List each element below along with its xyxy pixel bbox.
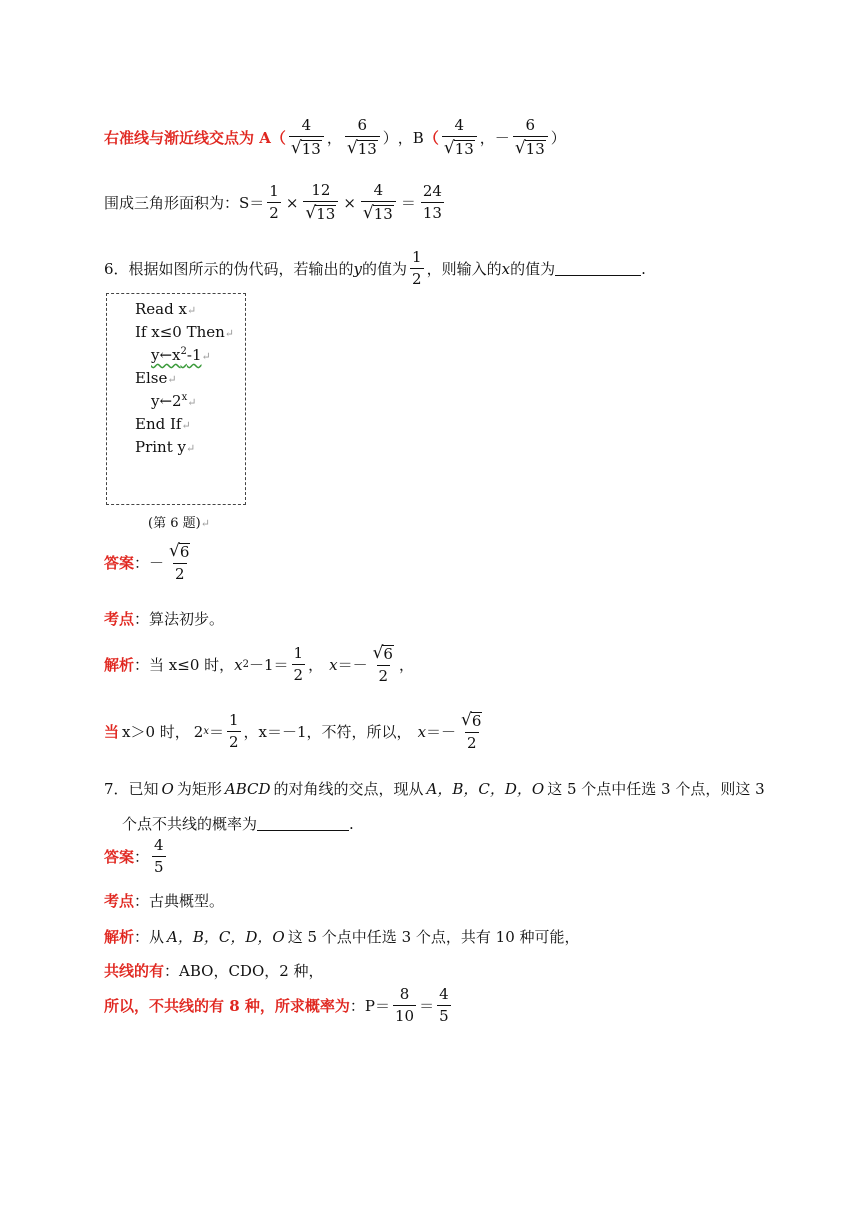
pseudocode-figure	[106, 293, 246, 505]
fraction: √ 6 2	[461, 710, 482, 752]
sqrt: √ 13	[290, 138, 321, 158]
fraction: √ 6 2	[169, 541, 190, 583]
explanation-7c: 所以，不共线的有 8 种，所求概率为 ：P＝ $\frac{8}{10}$ ＝ $\frac{4}{5}$	[104, 985, 449, 1025]
fraction: $\frac{1}{2}$	[293, 644, 304, 684]
triangle-area-line: 围成三角形面积为：S＝ $\frac{1}{2}$ × 12 √ 13 × 4 √ 13 ＝ $\frac{24}{13}$	[104, 181, 442, 223]
answer-blank[interactable]	[555, 261, 641, 276]
fraction: √ 6 2	[372, 643, 393, 685]
intersection-lead: 右准线与渐近线交点为 A	[104, 129, 271, 147]
code-line: Read x↵	[135, 300, 197, 318]
fraction: $\frac{24}{13}$	[422, 182, 442, 222]
code-line: y←2$^x$↵	[151, 392, 197, 410]
fraction: $\frac{4}{5}$	[439, 985, 449, 1025]
answer-6: 答案 ： － √ 6 2	[104, 543, 195, 582]
fraction: 6 √ 13	[345, 118, 380, 157]
explanation-7b: 共线的有 ：ABO，CDO，2 种，	[104, 962, 324, 980]
answer-blank[interactable]	[257, 816, 349, 831]
code-line: If x≤0 Then↵	[135, 323, 235, 341]
explanation-6a: 解析 ： 当 x≤0 时， x 2 －1＝ $\frac{1}{2}$ ， x ＝－ √ 6 2 ，	[104, 643, 414, 685]
fraction: $\frac{8}{10}$	[394, 985, 415, 1025]
answer-7: 答案 ： $\frac{4}{5}$	[104, 836, 164, 876]
code-line: Print y↵	[135, 438, 196, 456]
figure-caption: (第 6 题)↵	[148, 516, 210, 531]
fraction: $\frac{1}{2}$	[412, 248, 422, 288]
fraction: 12 √ 13	[303, 183, 338, 222]
question-6: 6．根据如图所示的伪代码，若输出的 y 的值为 $\frac{1}{2}$ ，则输入的 x 的值为 .	[104, 248, 646, 288]
explanation-6b: 当 x＞0 时， 2 x ＝ $\frac{1}{2}$ ，x＝－1，不符，所以， x ＝－ √ 6 2	[104, 712, 487, 751]
code-line: End If↵	[135, 415, 191, 433]
keypoint-6: 考点 ： 算法初步。	[104, 610, 225, 628]
question-7-line-2: 个点不共线的概率为 .	[122, 814, 354, 833]
fraction: 6 √ 13	[513, 118, 548, 157]
fraction: $\frac{1}{2}$	[229, 711, 239, 751]
intersection-points-line: 右准线与渐近线交点为 A （ 4 √ 13 ， 6 √ 13 ） ，B （ 4 √ 13 ， － 6 √ 13 ）	[104, 116, 566, 158]
code-line: $y\leftarrow x^2-1↵$	[151, 346, 211, 364]
fraction: 4 √ 13	[442, 118, 477, 157]
fraction: $\frac{4}{5}$	[154, 836, 164, 876]
fraction: $\frac{1}{2}$	[269, 182, 279, 222]
explanation-7: 解析 ： 从 A，B，C，D，O 这 5 个点中任选 3 个点，共有 10 种可能，	[104, 928, 580, 946]
keypoint-7: 考点 ： 古典概型。	[104, 892, 225, 910]
fraction: 4 √ 13	[289, 118, 324, 157]
question-7-line-1: 7．已知 O 为矩形 ABCD 的对角线的交点，现从 A，B，C，D，O 这 5 个点中任选 3 个点，则这 3	[104, 779, 765, 798]
code-line: Else↵	[135, 369, 177, 387]
fraction: 4 √ 13	[361, 183, 396, 222]
